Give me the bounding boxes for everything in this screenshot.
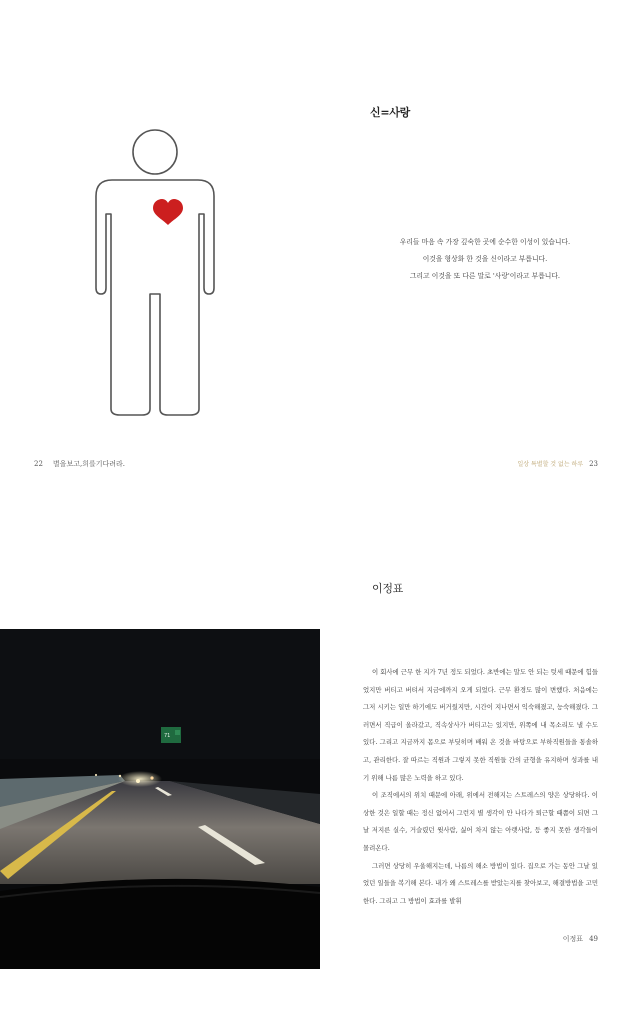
book-spread-top: [0, 0, 640, 500]
paragraph: 이 회사에 근무 한 지가 7년 정도 되었다. 초반에는 말도 안 되는 텃세 때문에 힘들었지만 버티고 버텨서 지금에까지 오게 되었다. 근무 환경도 많이 변했다. 처음에는 그저 시키는 일만 하기에도 버거웠지만, 시간이 지나면서 익숙해졌고, 능숙해졌다. 그러면서 직급이 올라갔고, 직속상사가 버티고는 있지만, 위쪽에 내 목소리도 낼 수도 있다. 그리고 지금까지 몸으로 부딪히며 배워 온 것을 바탕으로 부하직원들을 통솔하고, 관리한다. 잘 따르는 직원과 그렇지 못한 직원들 간의 균형을 유지하며 성과를 내기 위해 나름 많은 노력을 하고 있다.: [363, 668, 598, 782]
page-number: 49: [589, 935, 598, 943]
human-figure-illustration: [80, 128, 230, 420]
page-number: 23: [589, 460, 598, 468]
highway-sign-label: 71: [164, 733, 171, 739]
poem-line: 우리들 마음 속 가장 깊숙한 곳에 순수한 이성이 있습니다.: [399, 238, 571, 246]
essay-body: [363, 664, 598, 910]
folio-right: [517, 459, 598, 468]
running-head: 일상 특별할 것 없는 하루: [517, 461, 584, 468]
poem-line: 그리고 이것을 또 다른 말로 '사랑'이라고 부릅니다.: [409, 272, 561, 280]
night-highway-photo: [0, 629, 320, 969]
poem-line: 이것을 형상화 한 것을 신이라고 부릅니다.: [422, 255, 548, 263]
running-head: 이정표: [562, 935, 584, 943]
running-head: 별을보고,희를기다려라.: [52, 460, 125, 468]
paragraph: 이 조직에서의 위치 때문에 아래, 위에서 전해지는 스트레스의 양은 상당하다. 이상한 것은 일할 때는 정신 없어서 그런지 별 생각이 안 나다가 퇴근할 때쯤이 되면 그날 저지른 실수, 거슬렸던 윗사람, 싫어 차지 않는 아랫사람, 등 좋지 못한 생각들이 몰려온다.: [363, 791, 598, 852]
paragraph: 그러면 상당히 우울해지는데, 나름의 해소 방법이 있다. 집으로 가는 동안 그날 있었던 일들을 복기해 본다. 내가 왜 스트레스를 받았는지를 찾아보고, 해결방법을 고민한다. 그리고 그 방법이 효과를 발휘: [363, 861, 598, 905]
folio-right: [563, 934, 598, 944]
book-spread-bottom: [0, 500, 640, 1017]
figure-head: [133, 130, 177, 174]
heart-icon: [153, 199, 183, 225]
folio-left: [34, 459, 125, 469]
page-number: 22: [34, 460, 43, 468]
poem-text: [385, 234, 585, 285]
page-title: 이정표: [372, 582, 403, 595]
figure-body-outline: [96, 180, 214, 415]
page-title: 신=사랑: [370, 106, 410, 119]
